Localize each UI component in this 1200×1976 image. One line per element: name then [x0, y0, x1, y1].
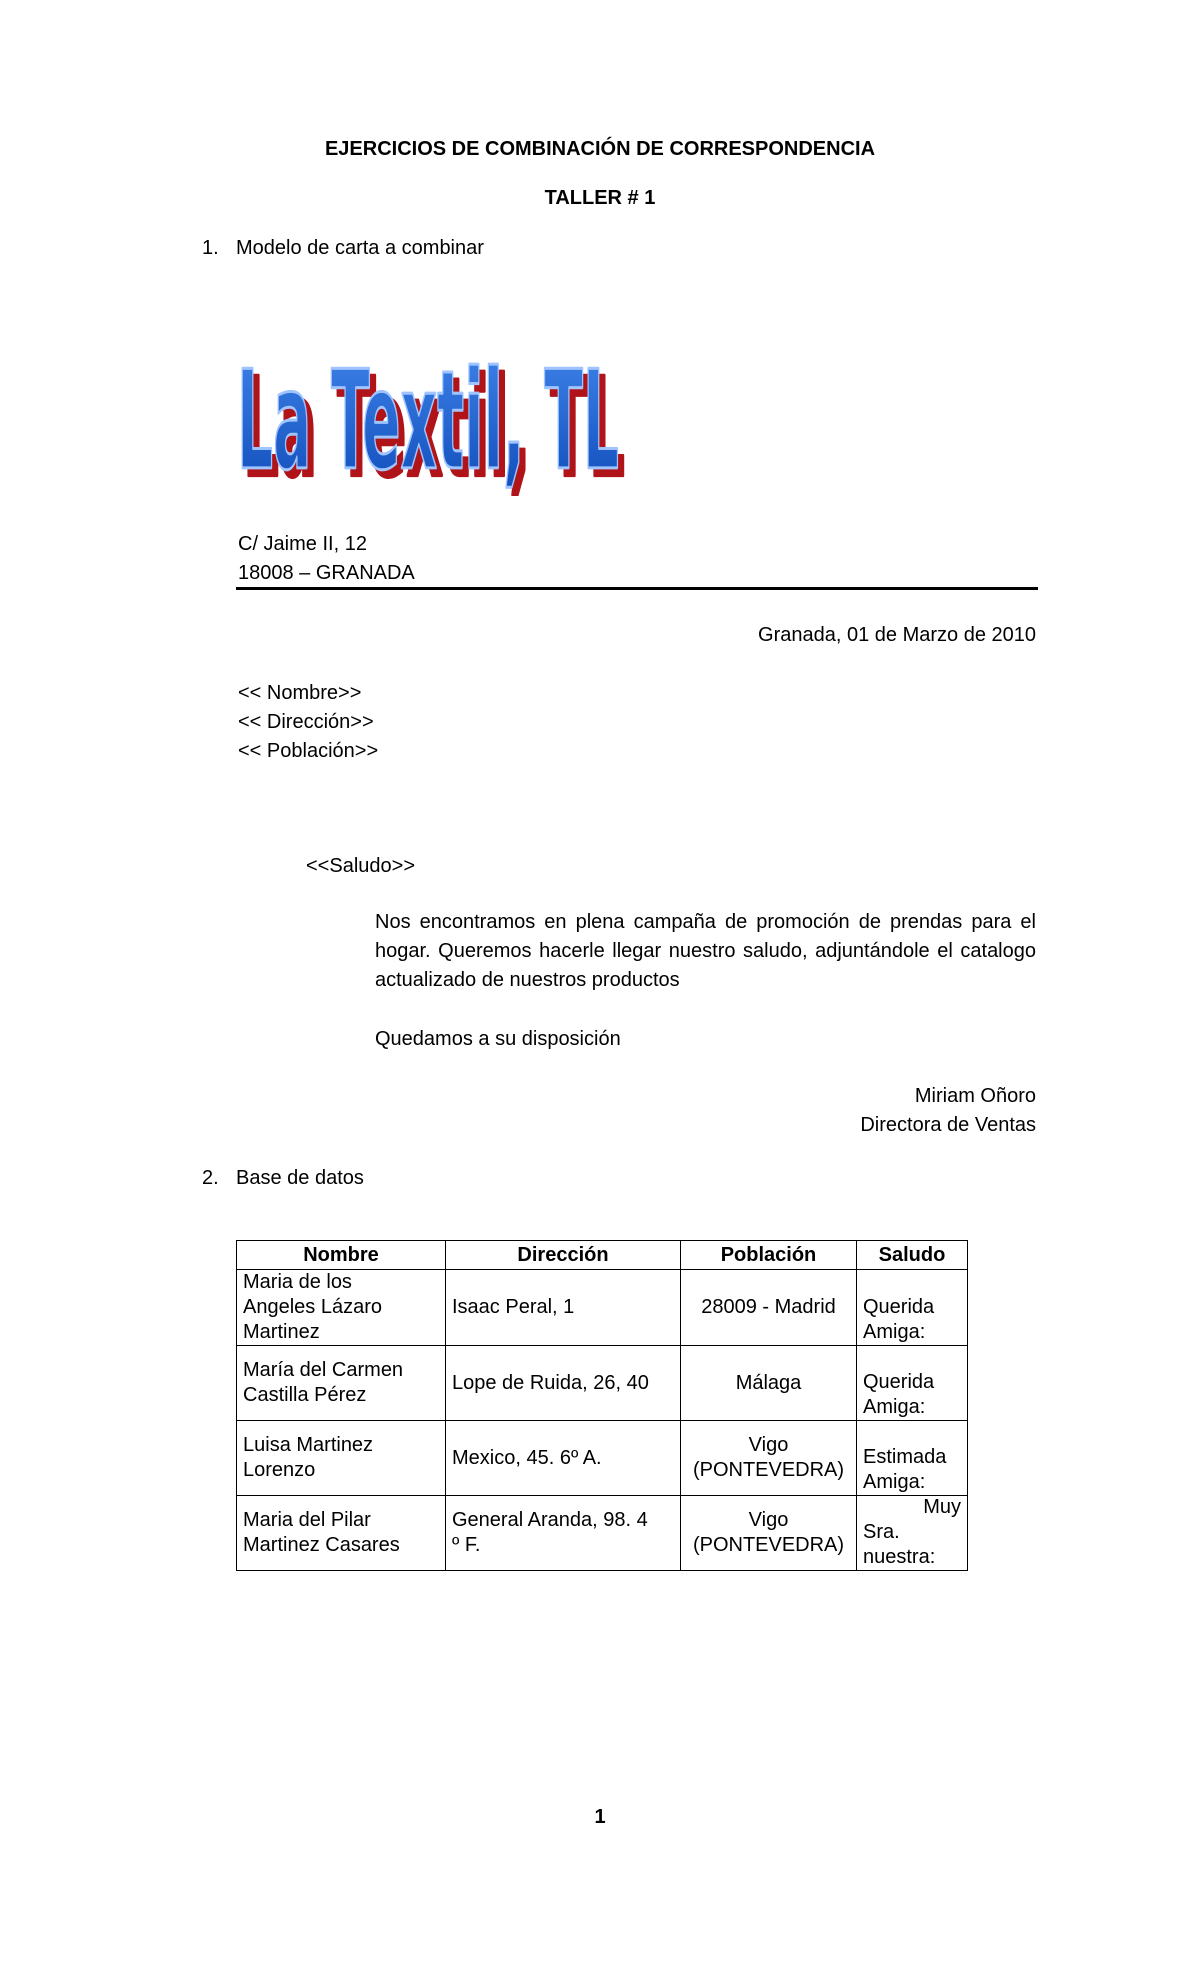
- section-1-label: Modelo de carta a combinar: [236, 237, 484, 259]
- cell-line: Amiga:: [863, 1396, 926, 1418]
- table-row: [237, 1496, 968, 1571]
- merge-field-address: << Dirección>>: [238, 711, 374, 733]
- cell-direccion: [446, 1346, 681, 1421]
- table-body: [237, 1270, 968, 1571]
- section-2-label: Base de datos: [236, 1167, 364, 1189]
- cell-line: º F.: [452, 1534, 481, 1556]
- merge-field-name: << Nombre>>: [238, 682, 362, 704]
- cell-line: Estimada: [863, 1446, 947, 1468]
- saludo-wrapper: [863, 1421, 961, 1495]
- cell-nombre: [237, 1421, 446, 1496]
- letter-body-paragraph: Nos encontramos en plena campaña de promoción de prendas para el hogar. Queremos hacerle llegar nuestro saludo, adjuntándole el catalogo actualizado de nuestros productos: [375, 911, 1036, 991]
- merge-field-salutation: <<Saludo>>: [306, 855, 415, 877]
- recipients-table: [236, 1240, 968, 1571]
- cell-direccion: [446, 1270, 681, 1346]
- column-header-direccion: Dirección: [446, 1241, 681, 1270]
- cell-nombre: [237, 1270, 446, 1346]
- page-number: 1: [594, 1806, 606, 1828]
- document-subtitle: TALLER # 1: [544, 187, 656, 209]
- section-2-heading: [202, 1167, 364, 1190]
- cell-line: Amiga:: [863, 1320, 926, 1343]
- table-row: [237, 1346, 968, 1421]
- cell-line: Lorenzo: [243, 1459, 316, 1481]
- logo-main-text: La Textil, TL: [237, 352, 619, 496]
- cell-poblacion: [681, 1270, 857, 1346]
- cell-saludo: [857, 1346, 968, 1421]
- cell-line: Martinez Casares: [243, 1534, 400, 1556]
- letter-date: Granada, 01 de Marzo de 2010: [758, 624, 1036, 646]
- table-header-row: [237, 1241, 968, 1270]
- cell-line: (PONTEVEDRA): [692, 1534, 845, 1556]
- cell-line: General Aranda, 98. 4: [452, 1509, 648, 1531]
- letter-signature: [860, 1082, 1036, 1140]
- cell-line: Sra.: [863, 1521, 900, 1543]
- cell-line: Querida: [863, 1295, 935, 1318]
- cell-line: Angeles Lázaro: [243, 1296, 382, 1318]
- cell-saludo: [857, 1496, 968, 1571]
- letter-closing: Quedamos a su disposición: [375, 1028, 621, 1050]
- merge-fields-block: [238, 679, 378, 766]
- cell-line: Málaga: [735, 1371, 802, 1394]
- cell-line: Vigo: [748, 1509, 789, 1531]
- table-row: [237, 1270, 968, 1346]
- cell-poblacion: [681, 1496, 857, 1571]
- saludo-wrapper: [863, 1271, 961, 1345]
- logo-text: [237, 352, 619, 496]
- cell-direccion: [446, 1421, 681, 1496]
- section-1-heading: [202, 237, 484, 260]
- cell-poblacion: [681, 1421, 857, 1496]
- table-row: [237, 1421, 968, 1496]
- cell-nombre: [237, 1496, 446, 1571]
- cell-line: Isaac Peral, 1: [452, 1296, 575, 1318]
- section-1-number: 1.: [202, 237, 219, 259]
- cell-line: Castilla Pérez: [243, 1384, 367, 1406]
- cell-line: Amiga:: [863, 1471, 926, 1493]
- saludo-wrapper: [863, 1496, 961, 1570]
- cell-line: María del Carmen: [243, 1359, 404, 1381]
- cell-saludo: [857, 1421, 968, 1496]
- cell-line: Maria de los: [243, 1271, 352, 1293]
- cell-line: Vigo: [748, 1434, 789, 1456]
- column-header-saludo: Saludo: [857, 1241, 968, 1270]
- address-line-2: 18008 – GRANADA: [238, 562, 415, 584]
- cell-line: nuestra:: [863, 1546, 936, 1568]
- sender-address: [238, 530, 415, 588]
- column-header-nombre: Nombre: [237, 1241, 446, 1270]
- company-logo: [234, 352, 634, 496]
- cell-line: (PONTEVEDRA): [692, 1459, 845, 1481]
- column-header-poblacion: Población: [681, 1241, 857, 1270]
- cell-line: Mexico, 45. 6º A.: [452, 1446, 602, 1469]
- cell-saludo: [857, 1270, 968, 1346]
- signer-name: Miriam Oñoro: [914, 1085, 1036, 1107]
- cell-poblacion: [681, 1346, 857, 1421]
- cell-line: Maria del Pilar: [243, 1509, 371, 1531]
- cell-line: 28009 - Madrid: [701, 1296, 836, 1318]
- signer-title: Directora de Ventas: [860, 1114, 1036, 1136]
- cell-line: Luisa Martinez: [243, 1434, 374, 1456]
- cell-line: Martinez: [243, 1321, 320, 1343]
- header-divider: [236, 587, 1038, 590]
- cell-nombre: [237, 1346, 446, 1421]
- merge-field-city: << Población>>: [238, 740, 379, 762]
- section-2-number: 2.: [202, 1167, 219, 1189]
- cell-line: Querida: [863, 1371, 935, 1393]
- logo-shadow-text: La Textil, TL: [243, 352, 625, 496]
- saludo-wrapper: [863, 1346, 961, 1420]
- cell-line: Lope de Ruida, 26, 40: [452, 1371, 649, 1394]
- cell-direccion: [446, 1496, 681, 1571]
- cell-line: Muy: [923, 1496, 961, 1518]
- document-title: EJERCICIOS DE COMBINACIÓN DE CORRESPONDENCIA: [324, 138, 876, 160]
- address-line-1: C/ Jaime II, 12: [238, 533, 367, 555]
